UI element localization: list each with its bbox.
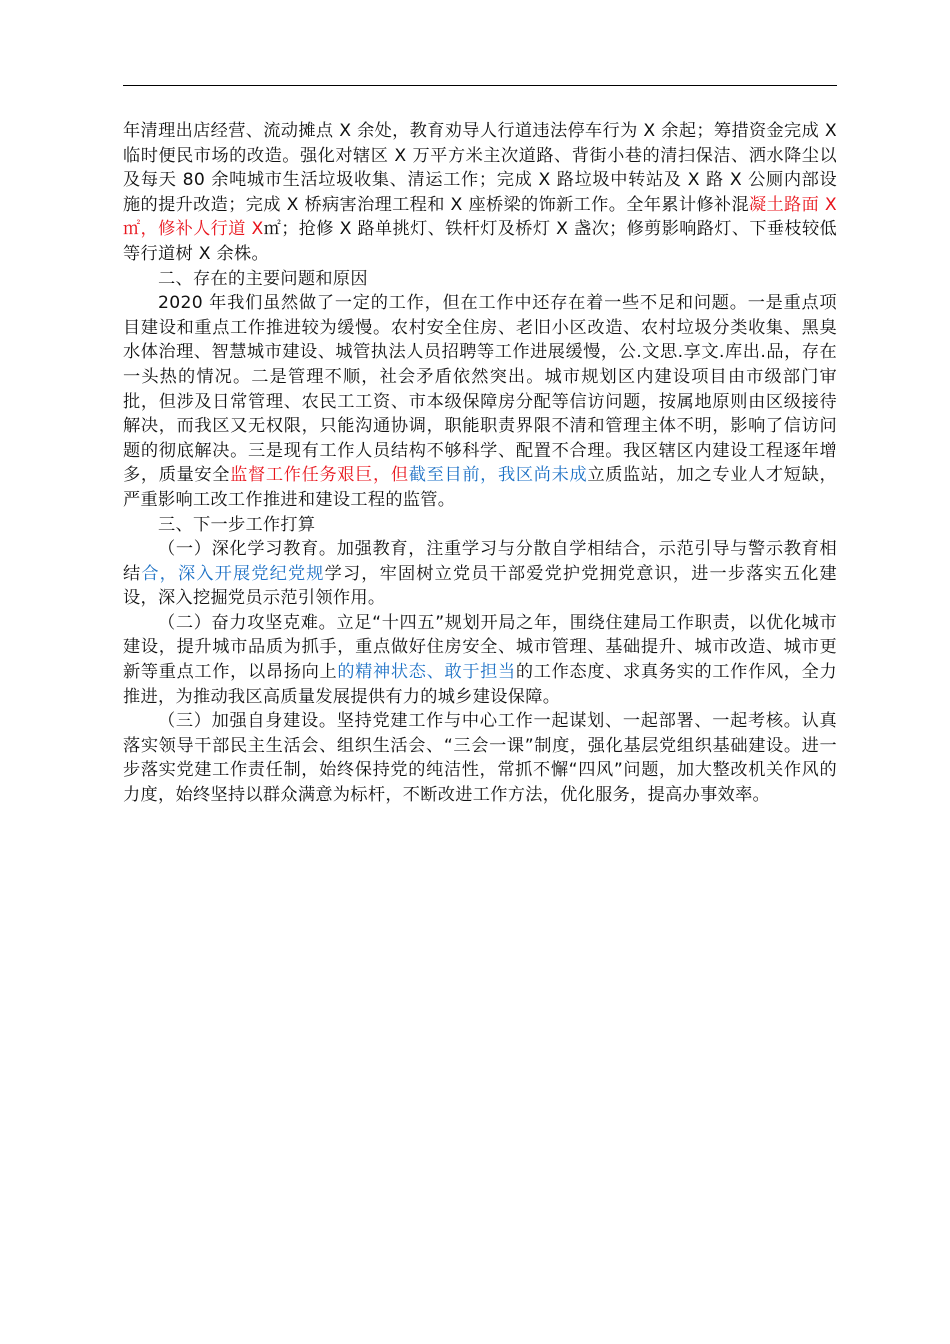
paragraph-step-3: （三）加强自身建设。坚持党建工作与中心工作一起谋划、一起部署、一起考核。认真落实领导干部民主生活会、组织生活会、“三会一课”制度，强化基层党组织基础建设。进一步落实党建工作责任制，始终保持党的纯洁性，常抓不懈“四风”问题，加大整改机关作风的力度，始终坚持以群众满意为标杆，不断改进工作方法，优化服务，提高办事效率。: [123, 711, 837, 806]
text-run: 2020 年我们虽然做了一定的工作，但在工作中还存在着一些不足和问题。一是重点项目建设和重点工作推进较为缓慢。农村安全住房、老旧小区改造、农村垃圾分类收集、黑臭水体治理、智慧城市建设、城管执法人员招聘等工作进展缓慢，公.文思.享文.库出.品，存在一头热的情况。二是管理不顺，社会矛盾依然突出。城市规划区内建设项目由市级部门审批，但涉及日常管理、农民工工资、市本级保障房分配等信访问题，按属地原则由区级接待解决，而我区又无权限，只能沟通协调，职能职责界限不清和管理主体不明，影响了信访问题的彻底解决。三是现有工作人员结构不够科学、配置不合理。我区辖区内建设工程逐年增多，质量安全: [123, 293, 837, 486]
highlight-red: 监督工作任务艰巨，但: [230, 465, 409, 486]
text-run: 的工作态度、求真务实的工作作风，全力推进，为推动我区高质量发展提供有力的城乡建设保障。: [123, 662, 837, 707]
paragraph-problems: [123, 291, 837, 512]
paragraph-work-summary: [123, 119, 837, 267]
text-run: 立质监站，加之专业人才短缺，严重影响工改工作推进和建设工程的监管。: [123, 465, 837, 510]
highlight-red: 凝土路面 X㎡，修补人行道 X: [123, 194, 837, 240]
highlight-blue: 截至目前，我区尚未成: [408, 465, 588, 486]
text-run: ㎡；抢修 X 路单挑灯、铁杆灯及桥灯 X 盏次；修剪影响路灯、下垂枝较低等行道树 X 余株。: [123, 219, 837, 264]
text-run: 年清理出店经营、流动摊点 X 余处，教育劝导人行道违法停车行为 X 余起；筹措资金完成 X 临时便民市场的改造。强化对辖区 X 万平方米主次道路、背街小巷的清扫保洁、洒水降尘以及每天 80 余吨城市生活垃圾收集、清运工作；完成 X 路垃圾中转站及 X 路 X 公厕内部设施的提升改造；完成 X 桥病害治理工程和 X 座桥梁的饰新工作。全年累计修补混: [123, 121, 837, 215]
document-body: [123, 119, 837, 808]
paragraph-step-1: [123, 537, 837, 611]
highlight-blue: 合，深入开展党纪党规: [141, 563, 325, 584]
text-run: （一）深化学习教育。加强教育，注重学习与分散自学相结合，示范引导与警示教育相结: [123, 539, 837, 584]
paragraph-step-2: [123, 611, 837, 709]
text-run: （二）奋力攻坚克难。立足“十四五”规划开局之年，围绕住建局工作职责，以优化城市建设，提升城市品质为抓手，重点做好住房安全、城市管理、基础提升、城市改造、城市更新等重点工作，以昂扬向上: [123, 612, 837, 683]
section-heading-next-steps: 三、下一步工作打算: [158, 514, 316, 535]
text-run: 学习，牢固树立党员干部爱党护党拥党意识，进一步落实五化建设，深入挖掘党员示范引领作用。: [123, 563, 837, 609]
section-heading-problems: 二、存在的主要问题和原因: [158, 268, 368, 289]
highlight-blue: 的精神状态、敢于担当: [337, 662, 516, 683]
header-rule: [123, 85, 837, 86]
